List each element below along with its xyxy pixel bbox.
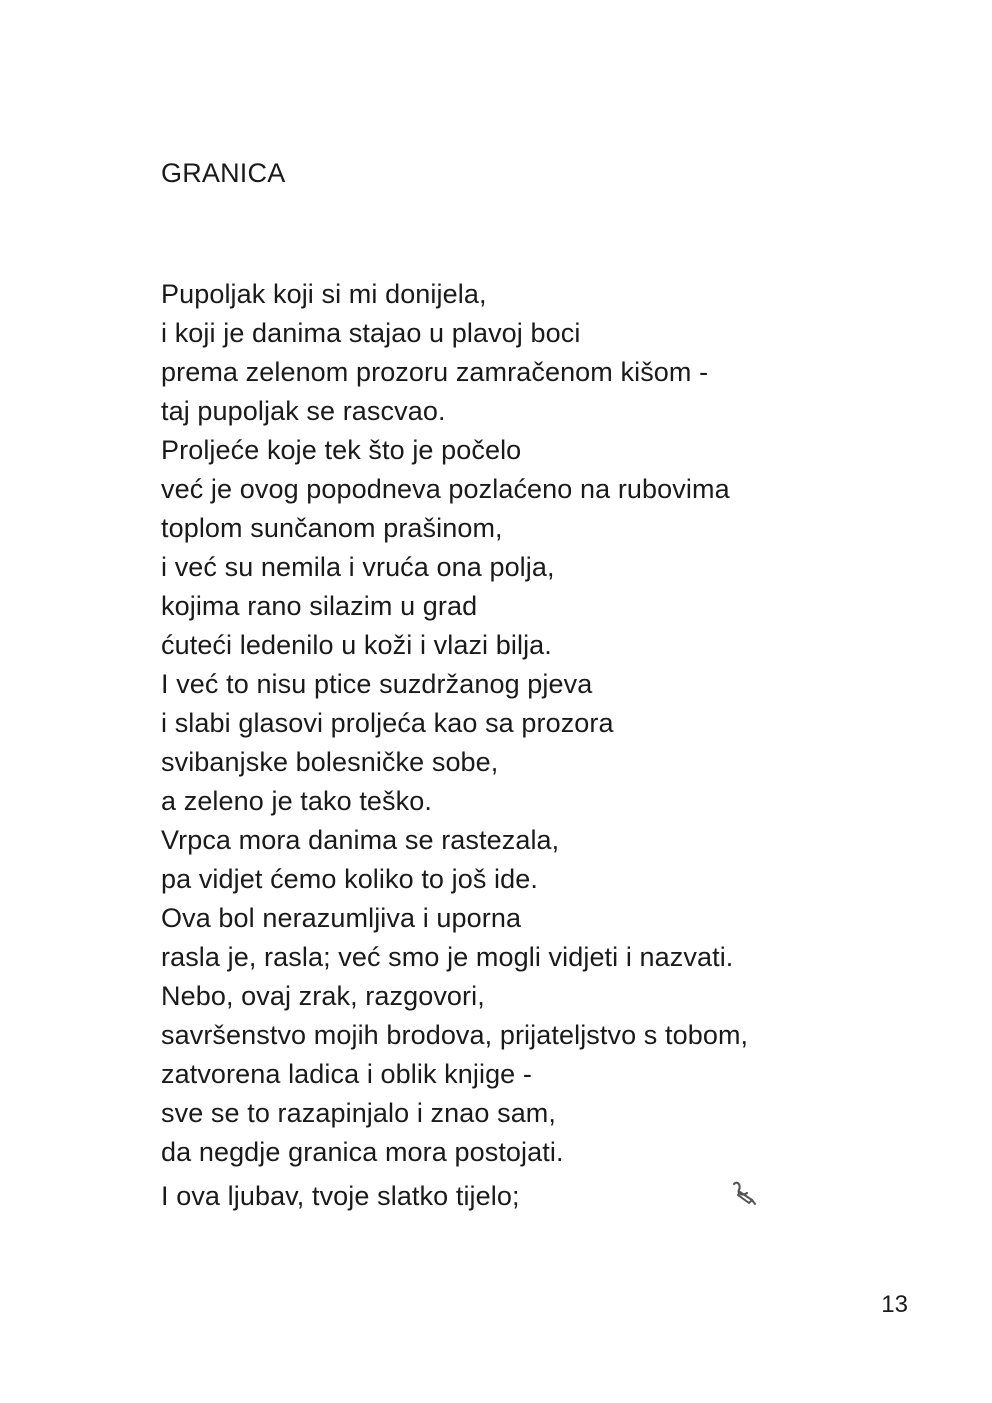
poem-line: rasla je, rasla; već smo je mogli vidjeti i nazvati. (161, 942, 734, 972)
page-number: 13 (881, 1291, 908, 1318)
poem-line: Vrpca mora danima se rastezala, (161, 825, 560, 855)
poem-line: Ova bol nerazumljiva i uporna (161, 903, 522, 933)
poem-line: da negdje granica mora postojati. (161, 1137, 564, 1167)
poem-line: prema zelenom prozoru zamračenom kišom - (161, 357, 709, 387)
poem-line: kojima rano silazim u grad (161, 591, 478, 621)
poem-line: svibanjske bolesničke sobe, (161, 747, 499, 777)
poem-line: i slabi glasovi proljeća kao sa prozora (161, 708, 614, 738)
poem-line: već je ovog popodneva pozlaćeno na rubovima (161, 474, 730, 504)
poem-title: GRANICA (161, 158, 286, 188)
poem-line: taj pupoljak se rascvao. (161, 396, 446, 426)
poem-line: Pupoljak koji si mi donijela, (161, 279, 487, 309)
poem-line: sve se to razapinjalo i znao sam, (161, 1098, 556, 1128)
poem-line: pa vidjet ćemo koliko to još ide. (161, 864, 538, 894)
poem-line: toplom sunčanom prašinom, (161, 513, 503, 543)
pencil-mark-icon (728, 1176, 762, 1210)
poem-line: i koji je danima stajao u plavoj boci (161, 318, 581, 348)
poem-line: I već to nisu ptice suzdržanog pjeva (161, 669, 593, 699)
poem-line: i već su nemila i vruća ona polja, (161, 552, 555, 582)
poem-line: zatvorena ladica i oblik knjige - (161, 1059, 532, 1089)
poem-line: savršenstvo mojih brodova, prijateljstvo s tobom, (161, 1020, 749, 1050)
poem-last-line: I ova ljubav, tvoje slatko tijelo; (161, 1181, 520, 1211)
poem-line: a zeleno je tako teško. (161, 786, 432, 816)
poem-body (161, 275, 748, 1216)
poem-line: ćuteći ledenilo u koži i vlazi bilja. (161, 630, 552, 660)
poem-line: Nebo, ovaj zrak, razgovori, (161, 981, 485, 1011)
poem-line: Proljeće koje tek što je počelo (161, 435, 522, 465)
